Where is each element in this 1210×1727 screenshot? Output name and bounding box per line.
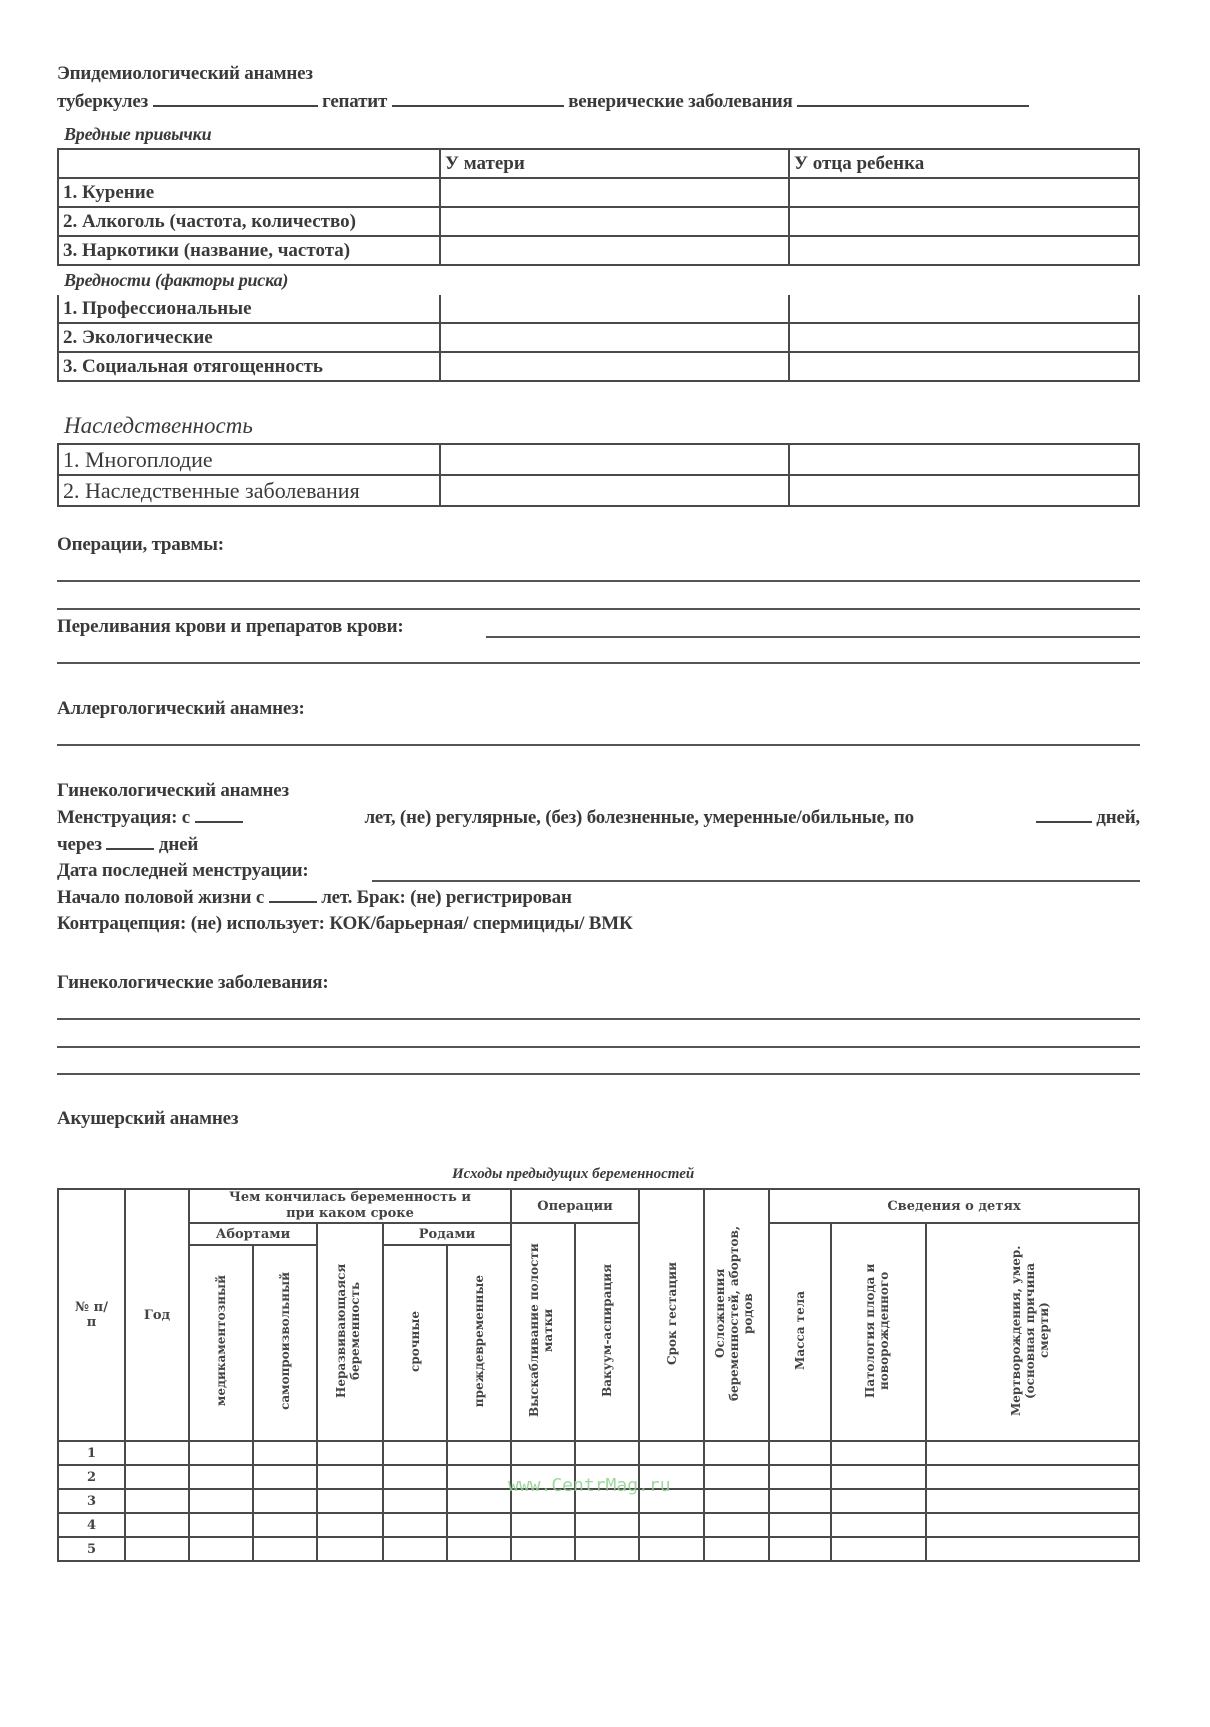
operations-line-2[interactable] (57, 608, 1140, 610)
header-pathology: Патология плода и новорожденного (831, 1223, 926, 1441)
mother-cell[interactable] (440, 236, 789, 265)
cell[interactable] (189, 1513, 253, 1537)
header-term: срочные (383, 1245, 447, 1441)
transfusions-line-1[interactable] (486, 636, 1140, 638)
row-label: 1. Профессиональные (58, 295, 440, 323)
menstruation-description: лет, (не) регулярные, (без) болезненные, умеренные/обильные, по (364, 807, 914, 828)
cell[interactable] (831, 1513, 926, 1537)
transfusions-label: Переливания крови и препаратов крови: (57, 616, 404, 637)
row-label: 2. Наследственные заболевания (58, 475, 440, 506)
sexual-life-line (57, 887, 572, 909)
header-children: Сведения о детях (769, 1189, 1139, 1223)
header-spontaneous: самопроизвольный (253, 1245, 317, 1441)
header-medical: медикаментозный (189, 1245, 253, 1441)
cell[interactable] (189, 1489, 253, 1513)
table-row (58, 1513, 1139, 1537)
header-father: У отца ребенка (789, 149, 1139, 178)
transfusions-line-2[interactable] (57, 662, 1140, 664)
row-label: 3. Наркотики (название, частота) (58, 236, 440, 265)
tuberculosis-label: туберкулез (57, 91, 149, 112)
cell[interactable] (383, 1513, 447, 1537)
cell[interactable] (189, 1465, 253, 1489)
venereal-field[interactable] (797, 91, 1029, 107)
gyn-diseases-line-3[interactable] (57, 1073, 1140, 1075)
cell[interactable] (926, 1513, 1139, 1537)
table-row (58, 178, 1139, 207)
menstruation-from-label: Менструация: с (57, 807, 191, 828)
header-complications: Осложнения беременностей, абортов, родов (704, 1189, 769, 1441)
marriage-label: лет. Брак: (не) регистрирован (321, 887, 572, 908)
row-number: 1 (58, 1441, 125, 1465)
header-non-developing: Неразвивающаяся беременность (317, 1223, 383, 1441)
bad-habits-title: Вредные привычки (64, 124, 212, 144)
father-cell[interactable] (789, 352, 1139, 381)
cell[interactable] (317, 1465, 383, 1489)
cell[interactable] (253, 1489, 317, 1513)
header-gestation: Срок гестации (639, 1189, 704, 1441)
row-label: 2. Экологические (58, 323, 440, 352)
hazards-table (57, 295, 1140, 382)
row-label: 3. Социальная отягощенность (58, 352, 440, 381)
cell[interactable] (125, 1489, 189, 1513)
operations-line-1[interactable] (57, 580, 1140, 582)
father-cell[interactable] (789, 295, 1139, 323)
header-mother: У матери (440, 149, 789, 178)
epidemiology-title: Эпидемиологический анамнез (57, 63, 313, 84)
table-row (58, 323, 1139, 352)
cell[interactable] (383, 1537, 447, 1561)
header-stillbirth: Мертворождения, умер. (основная причина смерти) (926, 1223, 1139, 1441)
cell[interactable] (447, 1537, 511, 1561)
cell[interactable] (831, 1537, 926, 1561)
cell[interactable] (447, 1441, 511, 1465)
heredity-title: Наследственность (64, 413, 253, 438)
father-cell[interactable] (789, 207, 1139, 236)
cell[interactable] (704, 1489, 769, 1513)
interval-field[interactable] (106, 834, 154, 850)
menstruation-days-label: дней, (1096, 807, 1140, 828)
cell[interactable] (639, 1441, 704, 1465)
last-menstruation-label: Дата последней менструации: (57, 860, 309, 881)
interval-label: через (57, 834, 102, 855)
bad-habits-table (57, 148, 1140, 266)
venereal-label: венерические заболевания (568, 91, 793, 112)
table-row (58, 1441, 1139, 1465)
tuberculosis-field[interactable] (153, 91, 318, 107)
cell[interactable] (704, 1513, 769, 1537)
cell[interactable] (769, 1465, 831, 1489)
interval-days-label: дней (158, 834, 199, 855)
row-label: 1. Многоплодие (58, 444, 440, 475)
allergy-label: Аллергологический анамнез: (57, 698, 305, 719)
menstruation-interval-line (57, 834, 198, 856)
sexual-life-label: Начало половой жизни с (57, 887, 265, 908)
cell[interactable] (125, 1465, 189, 1489)
header-operations: Операции (511, 1189, 639, 1223)
header-weight: Масса тела (769, 1223, 831, 1441)
cell[interactable] (769, 1537, 831, 1561)
menstruation-age-field[interactable] (195, 807, 243, 823)
cell[interactable] (383, 1441, 447, 1465)
sexual-life-age-field[interactable] (269, 887, 317, 903)
father-cell[interactable] (789, 444, 1139, 475)
mother-cell[interactable] (440, 295, 789, 323)
cell[interactable] (769, 1513, 831, 1537)
cell[interactable] (253, 1537, 317, 1561)
cell[interactable] (253, 1465, 317, 1489)
cell[interactable] (253, 1513, 317, 1537)
cell[interactable] (769, 1489, 831, 1513)
cell[interactable] (769, 1441, 831, 1465)
cell[interactable] (253, 1441, 317, 1465)
last-menstruation-field[interactable] (372, 880, 1140, 882)
cell[interactable] (447, 1489, 511, 1513)
row-label: 1. Курение (58, 178, 440, 207)
table-row (58, 352, 1139, 381)
cell[interactable] (317, 1513, 383, 1537)
hepatitis-label: гепатит (322, 91, 388, 112)
menstruation-days-field[interactable] (1036, 807, 1092, 823)
cell[interactable] (447, 1465, 511, 1489)
obstetric-table-caption: Исходы предыдущих беременностей (452, 1166, 695, 1182)
header-curettage: Выскабливание полости матки (511, 1223, 575, 1441)
cell[interactable] (189, 1441, 253, 1465)
father-cell[interactable] (789, 475, 1139, 506)
heredity-table (57, 443, 1140, 507)
table-row (58, 444, 1139, 475)
cell[interactable] (383, 1489, 447, 1513)
table-header-row (58, 149, 1139, 178)
allergy-line[interactable] (57, 744, 1140, 746)
father-cell[interactable] (789, 178, 1139, 207)
cell[interactable] (926, 1489, 1139, 1513)
watermark: www.CentrMag.ru (508, 1475, 671, 1496)
gynecology-title: Гинекологический анамнез (57, 780, 289, 801)
row-number: 2 (58, 1465, 125, 1489)
table-row (58, 295, 1139, 323)
cell[interactable] (831, 1441, 926, 1465)
cell[interactable] (926, 1465, 1139, 1489)
table-row (58, 207, 1139, 236)
cell[interactable] (317, 1441, 383, 1465)
cell[interactable] (125, 1513, 189, 1537)
operations-label: Операции, травмы: (57, 534, 224, 555)
cell[interactable] (447, 1513, 511, 1537)
gyn-diseases-line-2[interactable] (57, 1046, 1140, 1048)
header-preterm: преждевременные (447, 1245, 511, 1441)
cell[interactable] (575, 1537, 639, 1561)
cell[interactable] (704, 1441, 769, 1465)
cell[interactable] (575, 1513, 639, 1537)
cell[interactable] (511, 1537, 575, 1561)
row-number: 3 (58, 1489, 125, 1513)
cell[interactable] (317, 1489, 383, 1513)
row-number: 5 (58, 1537, 125, 1561)
header-year: Год (125, 1189, 189, 1441)
cell[interactable] (639, 1537, 704, 1561)
mother-cell[interactable] (440, 323, 789, 352)
cell[interactable] (704, 1465, 769, 1489)
hepatitis-field[interactable] (392, 91, 564, 107)
cell[interactable] (831, 1465, 926, 1489)
mother-cell[interactable] (440, 475, 789, 506)
cell[interactable] (125, 1441, 189, 1465)
row-number: 4 (58, 1513, 125, 1537)
cell[interactable] (511, 1513, 575, 1537)
gyn-diseases-line-1[interactable] (57, 1018, 1140, 1020)
cell[interactable] (575, 1441, 639, 1465)
obstetric-title: Акушерский анамнез (57, 1108, 239, 1129)
row-label: 2. Алкоголь (частота, количество) (58, 207, 440, 236)
gyn-diseases-label: Гинекологические заболевания: (57, 972, 329, 993)
header-births: Родами (383, 1223, 511, 1245)
mother-cell[interactable] (440, 178, 789, 207)
header-vacuum: Вакуум-аспирация (575, 1223, 639, 1441)
cell[interactable] (926, 1537, 1139, 1561)
mother-cell[interactable] (440, 207, 789, 236)
table-row (58, 475, 1139, 506)
cell[interactable] (926, 1441, 1139, 1465)
mother-cell[interactable] (440, 444, 789, 475)
cell[interactable] (704, 1537, 769, 1561)
cell[interactable] (125, 1537, 189, 1561)
header-abortions: Абортами (189, 1223, 317, 1245)
cell[interactable] (383, 1465, 447, 1489)
table-row (58, 236, 1139, 265)
mother-cell[interactable] (440, 352, 789, 381)
cell[interactable] (831, 1489, 926, 1513)
cell[interactable] (511, 1441, 575, 1465)
father-cell[interactable] (789, 236, 1139, 265)
obstetric-table (57, 1188, 1140, 1562)
father-cell[interactable] (789, 323, 1139, 352)
cell[interactable] (189, 1537, 253, 1561)
cell[interactable] (639, 1513, 704, 1537)
header-num: № п/п (58, 1189, 125, 1441)
header-ended: Чем кончилась беременность и при каком сроке (189, 1189, 511, 1223)
hazards-title: Вредности (факторы риска) (64, 270, 289, 290)
cell[interactable] (317, 1537, 383, 1561)
table-row (58, 1537, 1139, 1561)
epidemiology-fields-line (57, 91, 1029, 113)
menstruation-line (57, 807, 1140, 829)
contraception-label: Контрацепция: (не) использует: КОК/барьерная/ спермициды/ ВМК (57, 913, 633, 934)
header-empty (58, 149, 440, 178)
